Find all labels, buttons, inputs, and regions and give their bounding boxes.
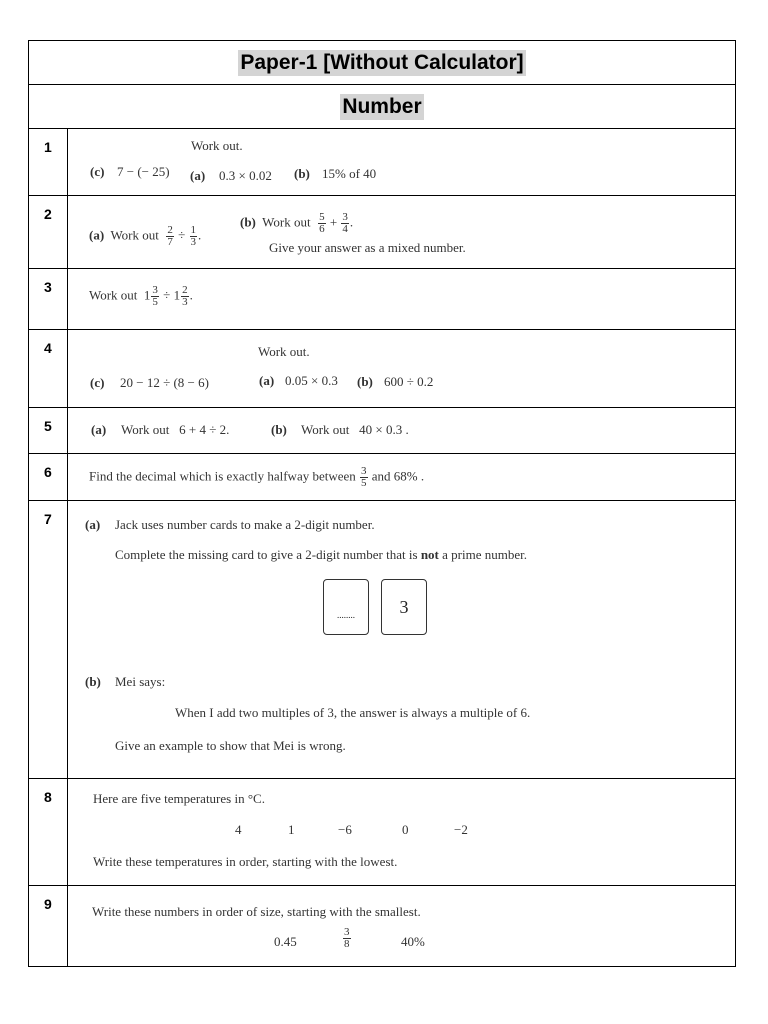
question-number: 2 <box>44 206 52 222</box>
instruction: Work out <box>110 227 159 243</box>
number-value: 0.45 <box>274 934 297 949</box>
temperature-value: −2 <box>454 822 468 837</box>
question-number: 9 <box>44 896 52 912</box>
instruction: Give an example to show that Mei is wrong. <box>115 738 346 753</box>
expression: 20 − 12 ÷ (8 − 6) <box>120 375 209 390</box>
instruction-note: Give your answer as a mixed number. <box>269 240 466 255</box>
question-8 <box>29 779 735 886</box>
question-5 <box>29 408 735 454</box>
topic-row <box>29 85 735 129</box>
question-4 <box>29 330 735 408</box>
question-9 <box>29 886 735 966</box>
fraction: $\frac{5}{6}$ <box>319 211 325 235</box>
instruction: Work out. <box>258 344 310 359</box>
expression: 15% of 40 <box>322 166 377 181</box>
instruction: Write these temperatures in order, starting with the lowest. <box>93 854 398 869</box>
part-label: (c) <box>90 164 105 179</box>
question-number: 7 <box>44 511 52 527</box>
instruction: Work out <box>262 214 311 230</box>
part-label: (a) <box>259 373 275 388</box>
question-text: Write these numbers in order of size, starting with the smallest. <box>92 904 421 919</box>
expression: Work out 6 + 4 ÷ 2. <box>121 422 230 437</box>
fraction: $\frac{2}{3}$ <box>182 284 188 308</box>
fraction: $\frac{2}{7}$ <box>167 224 173 248</box>
fraction: $\frac{1}{3}$ <box>190 224 196 248</box>
temperature-value: 0 <box>402 822 409 837</box>
fraction: $\frac{3}{5}$ <box>152 284 158 308</box>
part-label: (c) <box>90 375 105 390</box>
question-number: 5 <box>44 418 52 434</box>
expression: 600 ÷ 0.2 <box>384 374 434 389</box>
expression: 7 − (− 25) <box>117 164 170 179</box>
part-label: (b) <box>271 422 287 437</box>
question-text: Here are five temperatures in °C. <box>93 791 265 806</box>
question-number: 4 <box>44 340 52 356</box>
part-label: (a) <box>190 168 206 183</box>
question-sheet <box>28 40 736 967</box>
instruction: Work out. <box>191 138 243 153</box>
temperature-value: 4 <box>235 822 242 837</box>
paper-title: Paper-1 [Without Calculator] <box>240 51 524 74</box>
part-label: (a) <box>89 227 105 243</box>
number-value: 40% <box>401 934 425 949</box>
question-3 <box>29 269 735 330</box>
question-1 <box>29 129 735 196</box>
question-text: Find the decimal which is exactly halfway between $\frac{3}{5}$ and 68% . <box>89 465 425 489</box>
question-7 <box>29 501 735 779</box>
fraction: $\frac{3}{5}$ <box>361 465 367 489</box>
part-b: (b) Work out $\frac{5}{6}$ + $\frac{3}{4}$ . <box>240 211 354 235</box>
question-number: 1 <box>44 139 52 155</box>
number-value <box>342 927 352 950</box>
question-number: 8 <box>44 789 52 805</box>
question-text: Mei says: <box>115 674 166 689</box>
part-a: (a) Work out $\frac{2}{7}$ ÷ $\frac{1}{3}$ . <box>89 224 202 248</box>
blank-number-card[interactable]: ........ <box>323 579 369 635</box>
part-label: (a) <box>85 517 101 532</box>
question-text: Jack uses number cards to make a 2-digit number. <box>115 517 375 532</box>
temperature-value: −6 <box>338 822 352 837</box>
temperature-value: 1 <box>288 822 295 837</box>
expression: 0.3 × 0.02 <box>219 168 272 183</box>
part-label: (b) <box>85 674 101 689</box>
part-label: (b) <box>240 214 256 230</box>
number-card: 3 <box>381 579 427 635</box>
question-6 <box>29 454 735 501</box>
quote: When I add two multiples of 3, the answer is always a multiple of 6. <box>175 705 531 720</box>
fraction: $\frac{3}{8}$ <box>344 926 350 950</box>
question-2 <box>29 196 735 269</box>
title-row <box>29 41 735 85</box>
part-label: (a) <box>91 422 107 437</box>
instruction: Complete the missing card to give a 2-digit number that is not a prime number. <box>115 547 527 562</box>
fraction: $\frac{3}{4}$ <box>342 211 348 235</box>
question-number: 3 <box>44 279 52 295</box>
expression: 0.05 × 0.3 <box>285 373 338 388</box>
expression: Work out 1 $\frac{3}{5}$ ÷ 1 $\frac{2}{3}$ . <box>89 284 193 308</box>
part-label: (b) <box>294 166 310 181</box>
expression: Work out 40 × 0.3 . <box>301 422 409 437</box>
topic-title: Number <box>342 95 422 118</box>
question-number: 6 <box>44 464 52 480</box>
part-label: (b) <box>357 374 373 389</box>
